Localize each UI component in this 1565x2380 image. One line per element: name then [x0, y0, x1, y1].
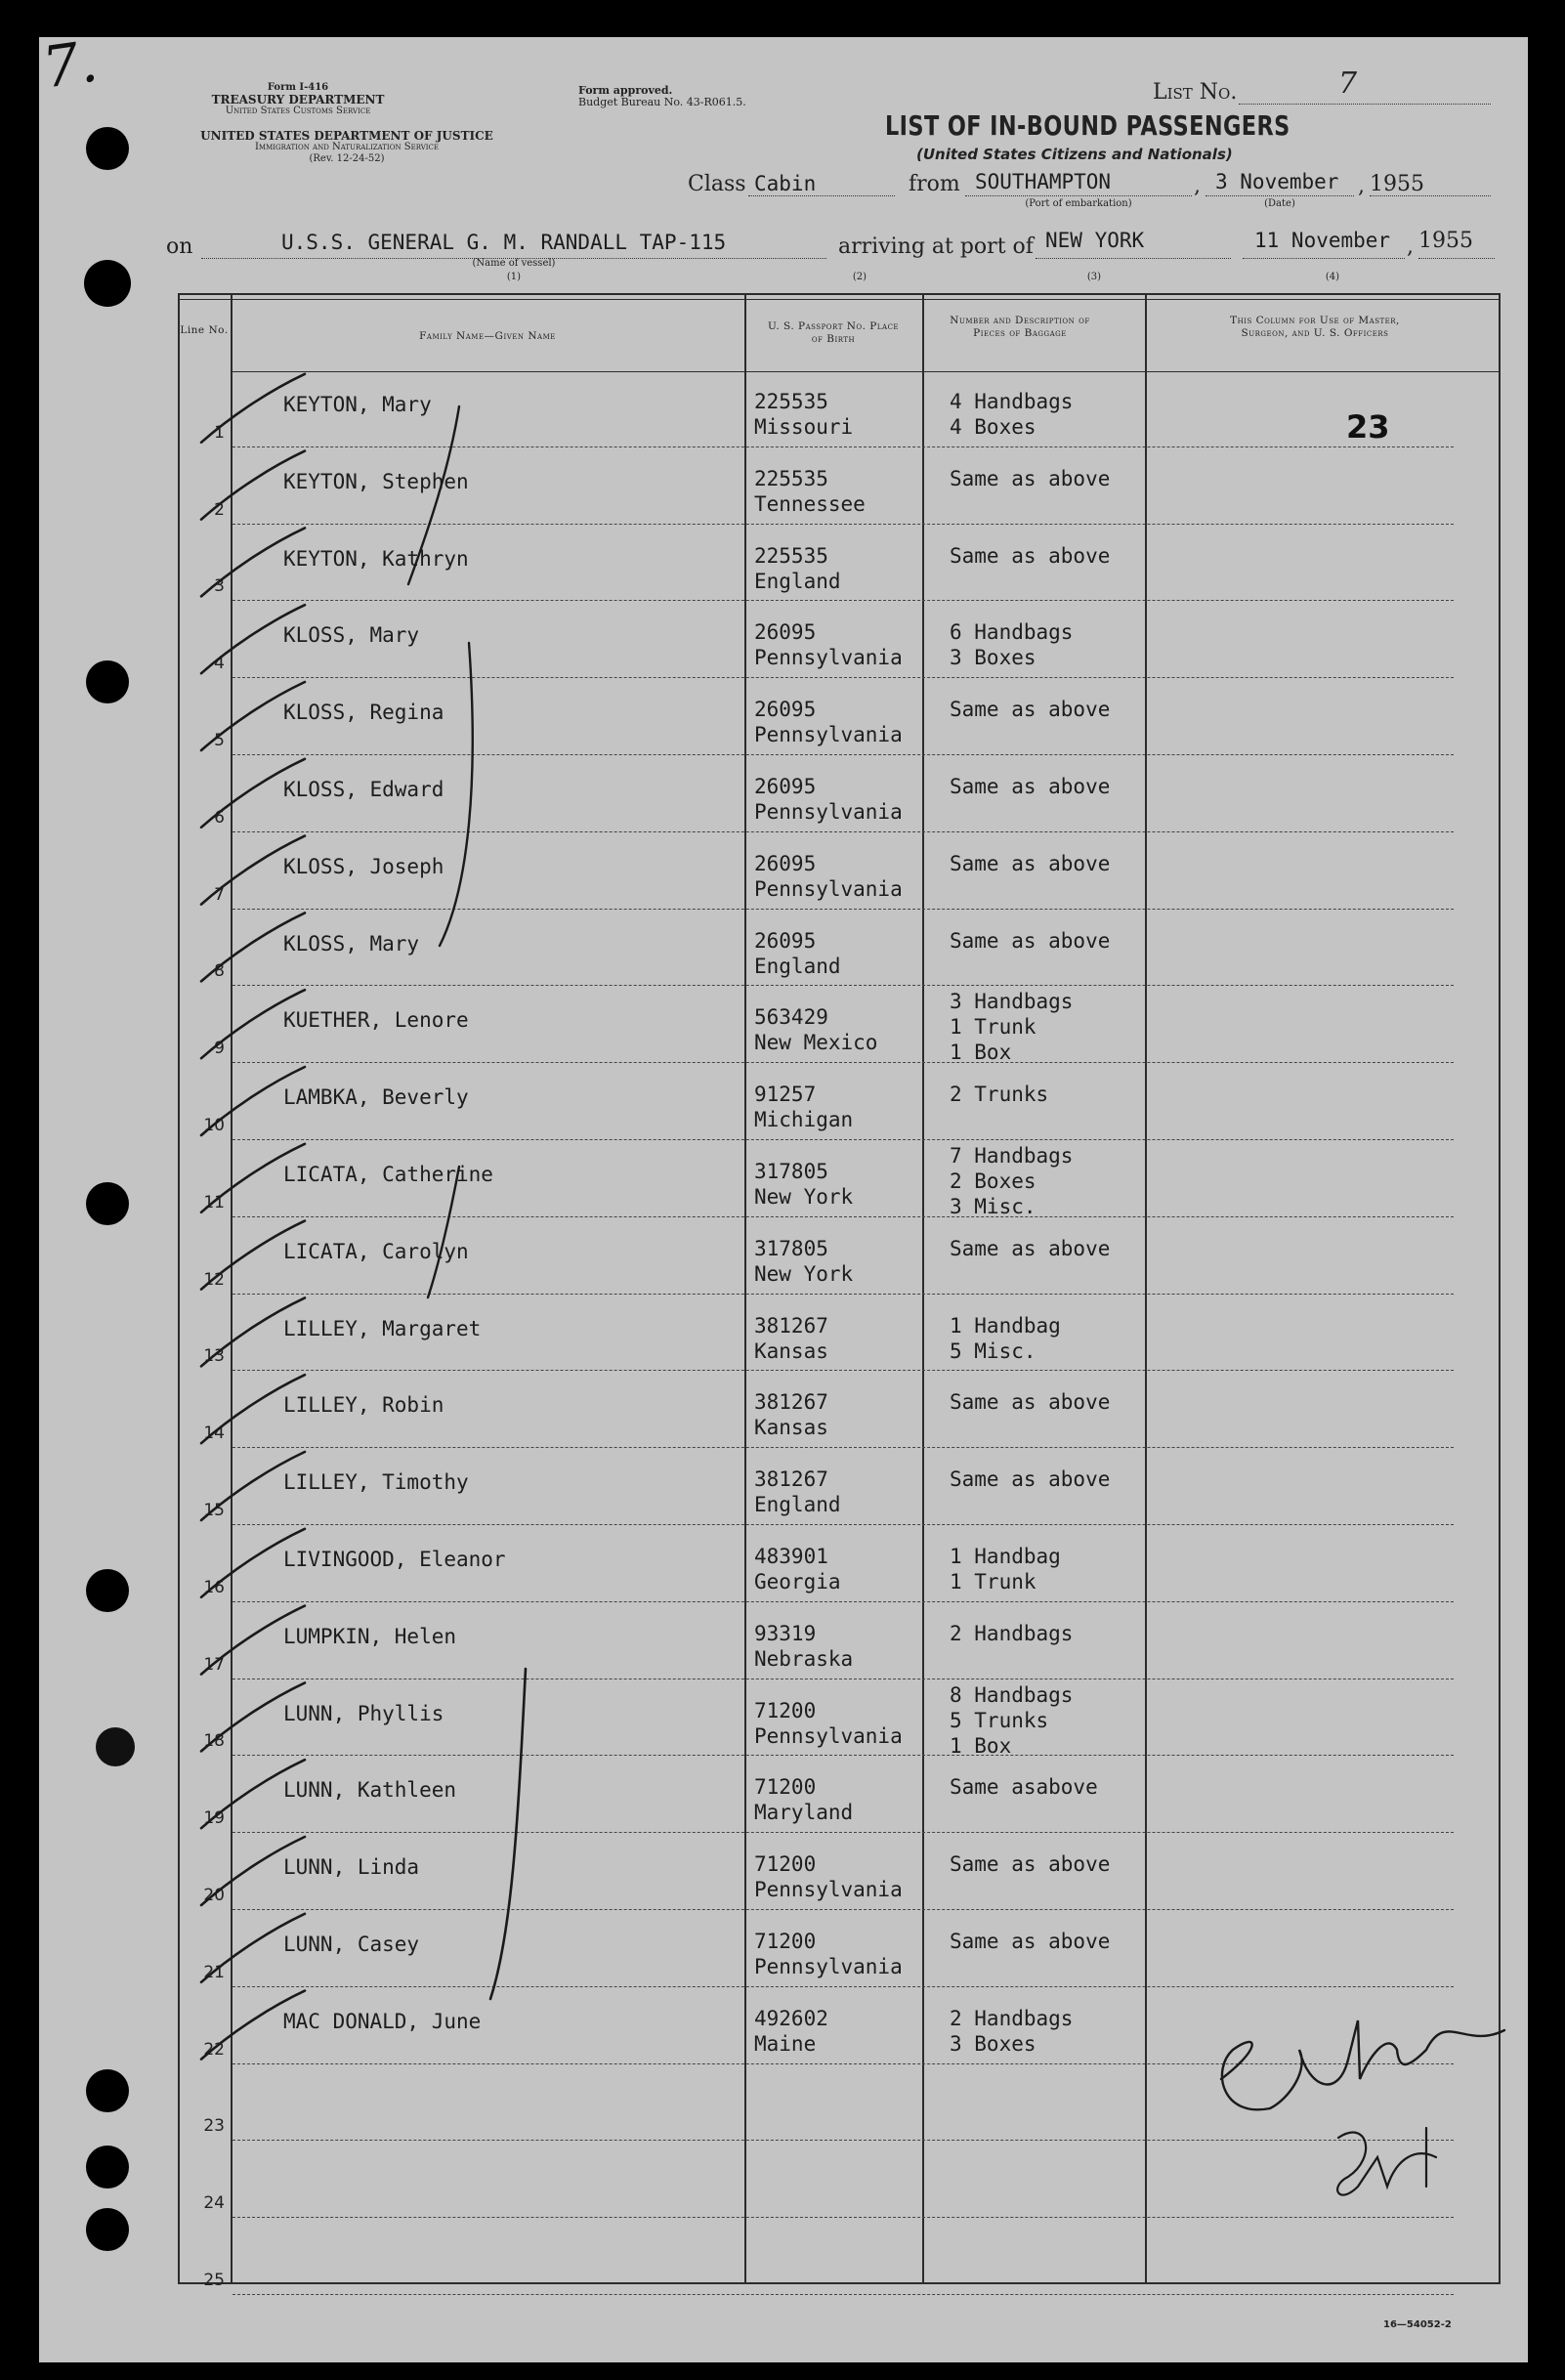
passenger-name: LILLEY, Margaret	[283, 1316, 482, 1340]
check-stroke	[201, 605, 305, 673]
line-number: 16	[203, 1577, 225, 1597]
baggage-item: 4 Handbags	[950, 390, 1074, 413]
officer-initials	[1221, 2020, 1504, 2109]
passenger-name: LUNN, Phyllis	[283, 1701, 444, 1725]
passport-number: 225535	[754, 543, 828, 568]
place-of-birth: Nebraska	[754, 1646, 854, 1671]
passport-number: 26095	[754, 851, 817, 875]
baggage-item: 5 Misc.	[950, 1339, 1036, 1363]
passenger-name: LICATA, Catherine	[283, 1163, 493, 1186]
line-number: 2	[214, 499, 225, 520]
line-number: 1	[214, 422, 225, 443]
baggage-item: Same as above	[950, 1930, 1111, 1953]
passenger-name: MAC DONALD, June	[283, 2009, 482, 2033]
caption-1: (1)	[506, 272, 522, 282]
check-stroke	[201, 1452, 305, 1520]
port-of-embarkation: SOUTHAMPTON	[975, 170, 1112, 193]
baggage-item: Same as above	[950, 1852, 1111, 1877]
baggage-item: Same as above	[950, 1467, 1111, 1492]
form-subtitle: (United States Citizens and Nationals)	[916, 146, 1233, 163]
place-of-birth: England	[754, 1493, 841, 1517]
passport-number: 483901	[754, 1545, 828, 1568]
baggage-item: 1 Box	[950, 1733, 1012, 1758]
passport-number: 26095	[754, 698, 817, 722]
arrival-port: NEW YORK	[1045, 229, 1145, 252]
baggage-item: 1 Trunk	[950, 1570, 1036, 1594]
caption-3: (3)	[1086, 272, 1102, 282]
check-stroke	[201, 682, 305, 750]
line-number: 17	[203, 1654, 225, 1675]
form-approved: Form approved.	[578, 84, 673, 97]
baggage-item: Same asabove	[950, 1775, 1098, 1800]
place-of-birth: Maryland	[754, 1801, 854, 1825]
passport-number: 317805	[754, 1160, 828, 1183]
passenger-name: KEYTON, Mary	[283, 393, 432, 416]
baggage-item: 2 Handbags	[950, 2006, 1074, 2030]
passenger-name: KLOSS, Edward	[283, 778, 444, 801]
place-of-birth: Pennsylvania	[754, 723, 903, 747]
passenger-name: LUNN, Casey	[283, 1933, 420, 1956]
place-of-birth: Pennsylvania	[754, 1723, 903, 1748]
header-name: Family Name—Given Name	[419, 330, 556, 342]
vessel-caption: (Name of vessel)	[472, 258, 556, 269]
passenger-name: LUMPKIN, Helen	[283, 1624, 457, 1648]
place-of-birth: England	[754, 569, 841, 593]
baggage-item: Same as above	[950, 928, 1111, 953]
line-number: 7	[214, 884, 225, 905]
place-of-birth: Kansas	[754, 1339, 828, 1363]
line-number: 10	[203, 1116, 225, 1135]
passport-number: 71200	[754, 1698, 817, 1722]
place-of-birth: Pennsylvania	[754, 876, 903, 901]
line-number: 9	[214, 1039, 225, 1059]
passport-number: 71200	[754, 1930, 817, 1953]
baggage-item: 3 Boxes	[950, 646, 1036, 670]
place-of-birth: Pennsylvania	[754, 1955, 903, 1978]
baggage-item: 5 Trunks	[950, 1708, 1049, 1732]
line-number: 4	[214, 654, 225, 674]
check-stroke	[201, 374, 305, 443]
bracket-stroke	[440, 643, 473, 946]
place-of-birth: England	[754, 954, 841, 978]
list-no-value: 7	[1338, 66, 1358, 101]
check-stroke	[201, 759, 305, 828]
check-stroke	[201, 528, 305, 596]
agency-treasury: TREASURY DEPARTMENT	[211, 93, 385, 106]
departure-year: 1955	[1370, 172, 1424, 196]
passport-number: 225535	[754, 390, 828, 413]
caption-4: (4)	[1325, 272, 1340, 282]
class-value: Cabin	[754, 172, 817, 195]
check-stroke	[201, 1144, 305, 1212]
place-of-birth: Kansas	[754, 1416, 828, 1440]
baggage-item: 8 Handbags	[950, 1682, 1074, 1707]
place-of-birth: New Mexico	[754, 1031, 878, 1055]
passenger-name: KLOSS, Mary	[283, 931, 420, 956]
passport-number: 381267	[754, 1467, 828, 1492]
check-stroke	[201, 1297, 305, 1366]
passport-number: 71200	[754, 1852, 817, 1877]
baggage-item: 6 Handbags	[950, 620, 1074, 645]
check-stroke	[201, 1837, 305, 1905]
baggage-item: Same as above	[950, 775, 1111, 798]
from-label: from	[909, 172, 960, 196]
passenger-list-sheet: 7. Form I-416 TREASURY DEPARTMENT United States Customs Service UNITED STATES DEPARTMENT OF JUSTICE Immigration and Naturalization Service (Rev. 12-24-52) Form approved. Budget Bureau No. 43-R061.5. List No. 7 LIST OF IN-BOUND PASSENGERS (United States Citizens and Nationals) Class Cabin from SOUTHAMPTON (Port of embarkation) , 3 November (Date) , 1955 on U.S.S. GENERAL G. M. RANDALL TAP-115 (Name of vessel) (1) arriving at port of (2) NEW YORK (3) 11 November (4) , 1955 Line No. Family Name—Given Name U. S. Passport No. Place of Birth Number and Description of Pieces of Baggage This Column for Use of Master, Surgeon, and U. S. Officers 23 1 KEYTON, Mary 225535 Missouri 4 Handbags 4 Boxes 2 KEYTON, Stephen 225535 Tennessee Same as above 3 KEYTON, Kathryn 225535 England Same as above 4 KLOSS, Mary 26095 Pennsylvania 6 Handbags 3 Boxes 5 KLOSS, Regina 26095 Pennsylvania Same as above 6 KLOSS, Edward 26095 Pennsylvania Same as above 7 KLOSS, Joseph 26095 Pennsylvania Same as above 8 KLOSS, Mary 26095 England Same as above 9 KUETHER, Lenore 563429 New Mexico 3 Handbags 1 Trunk 1 Box 10 LAMBKA, Beverly 91257 Michigan 2 Trunks 11 LICATA, Catherine 317805 New York 7 Handbags 2 Boxes 3 Misc. 12 LICATA, Carolyn 317805 New York Same as above 13 LILLEY, Margaret 381267 Kansas 1 Handbag 5 Misc. 14 LILLEY, Robin 381267 Kansas Same as above 15 LILLEY, Timothy 381267 England Same as above 16 LIVINGOOD, Eleanor 483901 Georgia 1 Handbag 1 Trunk 17 LUMPKIN, Helen 93319 Nebraska 2 Handbags 18 LUNN, Phyllis 71200 Pennsylvania 8 Handbags 5 Trunks 1 Box 19 LUNN, Kathleen 71200 Maryland Same asabove 20 LUNN, Linda 71200 Pennsylvania Same as above 21 LUNN, Casey 71200 Pennsylvania Same as above 22 MAC DONALD, June 492602 Maine 2 Handbags 3 Boxes 23 24 25 16—54052-2	[39, 37, 1528, 2362]
baggage-item: 1 Handbag	[950, 1545, 1061, 1568]
on-label: on	[166, 234, 193, 259]
form-revision: (Rev. 12-24-52)	[309, 153, 385, 164]
line-number: 11	[203, 1192, 225, 1212]
check-stroke	[201, 1221, 305, 1290]
form-title: LIST OF IN-BOUND PASSENGERS	[885, 109, 1290, 142]
place-of-birth: Missouri	[754, 415, 854, 439]
place-of-birth: Maine	[754, 2031, 817, 2056]
baggage-item: 3 Misc.	[950, 1195, 1036, 1218]
passenger-name: LAMBKA, Beverly	[283, 1085, 469, 1110]
baggage-item: 2 Trunks	[950, 1083, 1049, 1107]
handwritten-page-mark: 7.	[38, 27, 102, 102]
line-number: 12	[203, 1269, 225, 1290]
officer-note: 23	[1346, 408, 1390, 446]
bracket-stroke	[490, 1669, 526, 1999]
check-stroke	[201, 1991, 305, 2060]
line-number: 5	[214, 731, 225, 750]
baggage-item: Same as above	[950, 1236, 1111, 1260]
place-of-birth: Tennessee	[754, 491, 866, 516]
arrival-year: 1955	[1418, 229, 1473, 253]
check-stroke	[201, 1914, 305, 1982]
class-label: Class	[688, 172, 746, 196]
check-stroke	[201, 913, 305, 981]
bracket-stroke	[408, 406, 459, 584]
header-passport: U. S. Passport No. Place of Birth	[767, 320, 900, 345]
line-number: 21	[203, 1962, 225, 1982]
line-number: 18	[203, 1731, 225, 1752]
arrival-date: 11 November	[1254, 229, 1391, 252]
place-of-birth: Pennsylvania	[754, 800, 903, 824]
baggage-item: 2 Handbags	[950, 1621, 1074, 1645]
passenger-name: KLOSS, Mary	[283, 623, 420, 648]
passenger-name: KEYTON, Stephen	[283, 469, 469, 493]
date-caption: (Date)	[1264, 198, 1295, 209]
baggage-item: Same as above	[950, 698, 1111, 722]
passport-number: 225535	[754, 466, 828, 490]
passport-number: 381267	[754, 1313, 828, 1338]
place-of-birth: Pennsylvania	[754, 646, 903, 670]
place-of-birth: New York	[754, 1185, 854, 1209]
agency-justice: UNITED STATES DEPARTMENT OF JUSTICE	[200, 129, 493, 143]
place-of-birth: New York	[754, 1261, 854, 1286]
check-stroke	[201, 1606, 305, 1675]
passport-number: 381267	[754, 1390, 828, 1415]
baggage-item: 1 Box	[950, 1041, 1012, 1065]
line-number: 23	[203, 2116, 225, 2137]
line-number: 14	[203, 1424, 225, 1444]
passenger-name: KLOSS, Joseph	[283, 854, 444, 878]
embarkation-caption: (Port of embarkation)	[1025, 198, 1132, 209]
baggage-item: 1 Handbag	[950, 1313, 1061, 1338]
baggage-item: 1 Trunk	[950, 1015, 1036, 1040]
check-stroke	[201, 1375, 305, 1443]
line-number: 8	[214, 961, 225, 982]
passport-number: 93319	[754, 1621, 817, 1645]
line-number: 3	[214, 576, 225, 597]
passenger-name: LIVINGOOD, Eleanor	[283, 1548, 506, 1571]
agency-ins: Immigration and Naturalization Service	[254, 142, 440, 152]
check-stroke	[201, 990, 305, 1058]
form-number: Form I-416	[267, 82, 329, 93]
check-stroke	[201, 1067, 305, 1135]
line-number: 19	[203, 1808, 225, 1829]
check-stroke	[201, 1682, 305, 1751]
place-of-birth: Michigan	[754, 1108, 854, 1132]
line-number: 22	[203, 2039, 225, 2060]
baggage-item: 3 Handbags	[950, 990, 1074, 1014]
list-no-label: List No.	[1153, 80, 1238, 105]
agency-customs: United States Customs Service	[225, 106, 371, 116]
passenger-name: LICATA, Carolyn	[283, 1239, 469, 1263]
passenger-name: LUNN, Linda	[283, 1855, 420, 1880]
vessel-name: U.S.S. GENERAL G. M. RANDALL TAP-115	[281, 231, 727, 254]
budget-bureau: Budget Bureau No. 43-R061.5.	[578, 96, 746, 108]
check-stroke	[201, 1760, 305, 1828]
bracket-stroke	[428, 1167, 459, 1297]
passenger-name: LILLEY, Timothy	[283, 1470, 469, 1495]
baggage-item: 3 Boxes	[950, 2031, 1036, 2056]
passenger-name: KUETHER, Lenore	[283, 1008, 469, 1033]
arriving-label: arriving at port of	[838, 234, 1034, 259]
line-number: 25	[203, 2271, 225, 2290]
passenger-name: KEYTON, Kathryn	[283, 546, 469, 571]
baggage-item: Same as above	[950, 543, 1111, 568]
passport-number: 91257	[754, 1083, 817, 1107]
baggage-item: Same as above	[950, 466, 1111, 490]
baggage-item: 4 Boxes	[950, 415, 1036, 439]
check-stroke	[201, 1529, 305, 1597]
footer-code: 16—54052-2	[1383, 2319, 1452, 2330]
passport-number: 563429	[754, 1005, 828, 1030]
header-baggage: Number and Description of Pieces of Baggage	[950, 315, 1090, 339]
check-stroke	[201, 451, 305, 520]
line-number: 6	[214, 807, 225, 828]
handwritten-checkmarks	[39, 37, 1528, 2362]
passport-number: 71200	[754, 1775, 817, 1800]
passport-number: 26095	[754, 928, 817, 953]
passport-number: 26095	[754, 775, 817, 798]
caption-2: (2)	[852, 272, 867, 282]
passport-number: 492602	[754, 2006, 828, 2030]
header-line-no: Line No.	[180, 324, 229, 336]
baggage-item: Same as above	[950, 1390, 1111, 1415]
baggage-item: 7 Handbags	[950, 1144, 1074, 1168]
line-number: 13	[203, 1346, 225, 1367]
passenger-name: LUNN, Kathleen	[283, 1778, 457, 1803]
place-of-birth: Georgia	[754, 1570, 841, 1594]
line-number: 24	[203, 2193, 225, 2214]
officer-initials	[1337, 2128, 1436, 2195]
check-stroke	[201, 836, 305, 905]
passport-number: 317805	[754, 1236, 828, 1260]
header-officers: This Column for Use of Master, Surgeon, and U. S. Officers	[1230, 315, 1400, 339]
passport-number: 26095	[754, 620, 817, 645]
baggage-item: 2 Boxes	[950, 1169, 1036, 1193]
baggage-item: Same as above	[950, 851, 1111, 875]
passenger-name: KLOSS, Regina	[283, 701, 444, 725]
passenger-name: LILLEY, Robin	[283, 1393, 444, 1418]
line-number: 20	[203, 1886, 225, 1905]
departure-date: 3 November	[1215, 170, 1339, 193]
place-of-birth: Pennsylvania	[754, 1878, 903, 1902]
line-number: 15	[203, 1501, 225, 1520]
